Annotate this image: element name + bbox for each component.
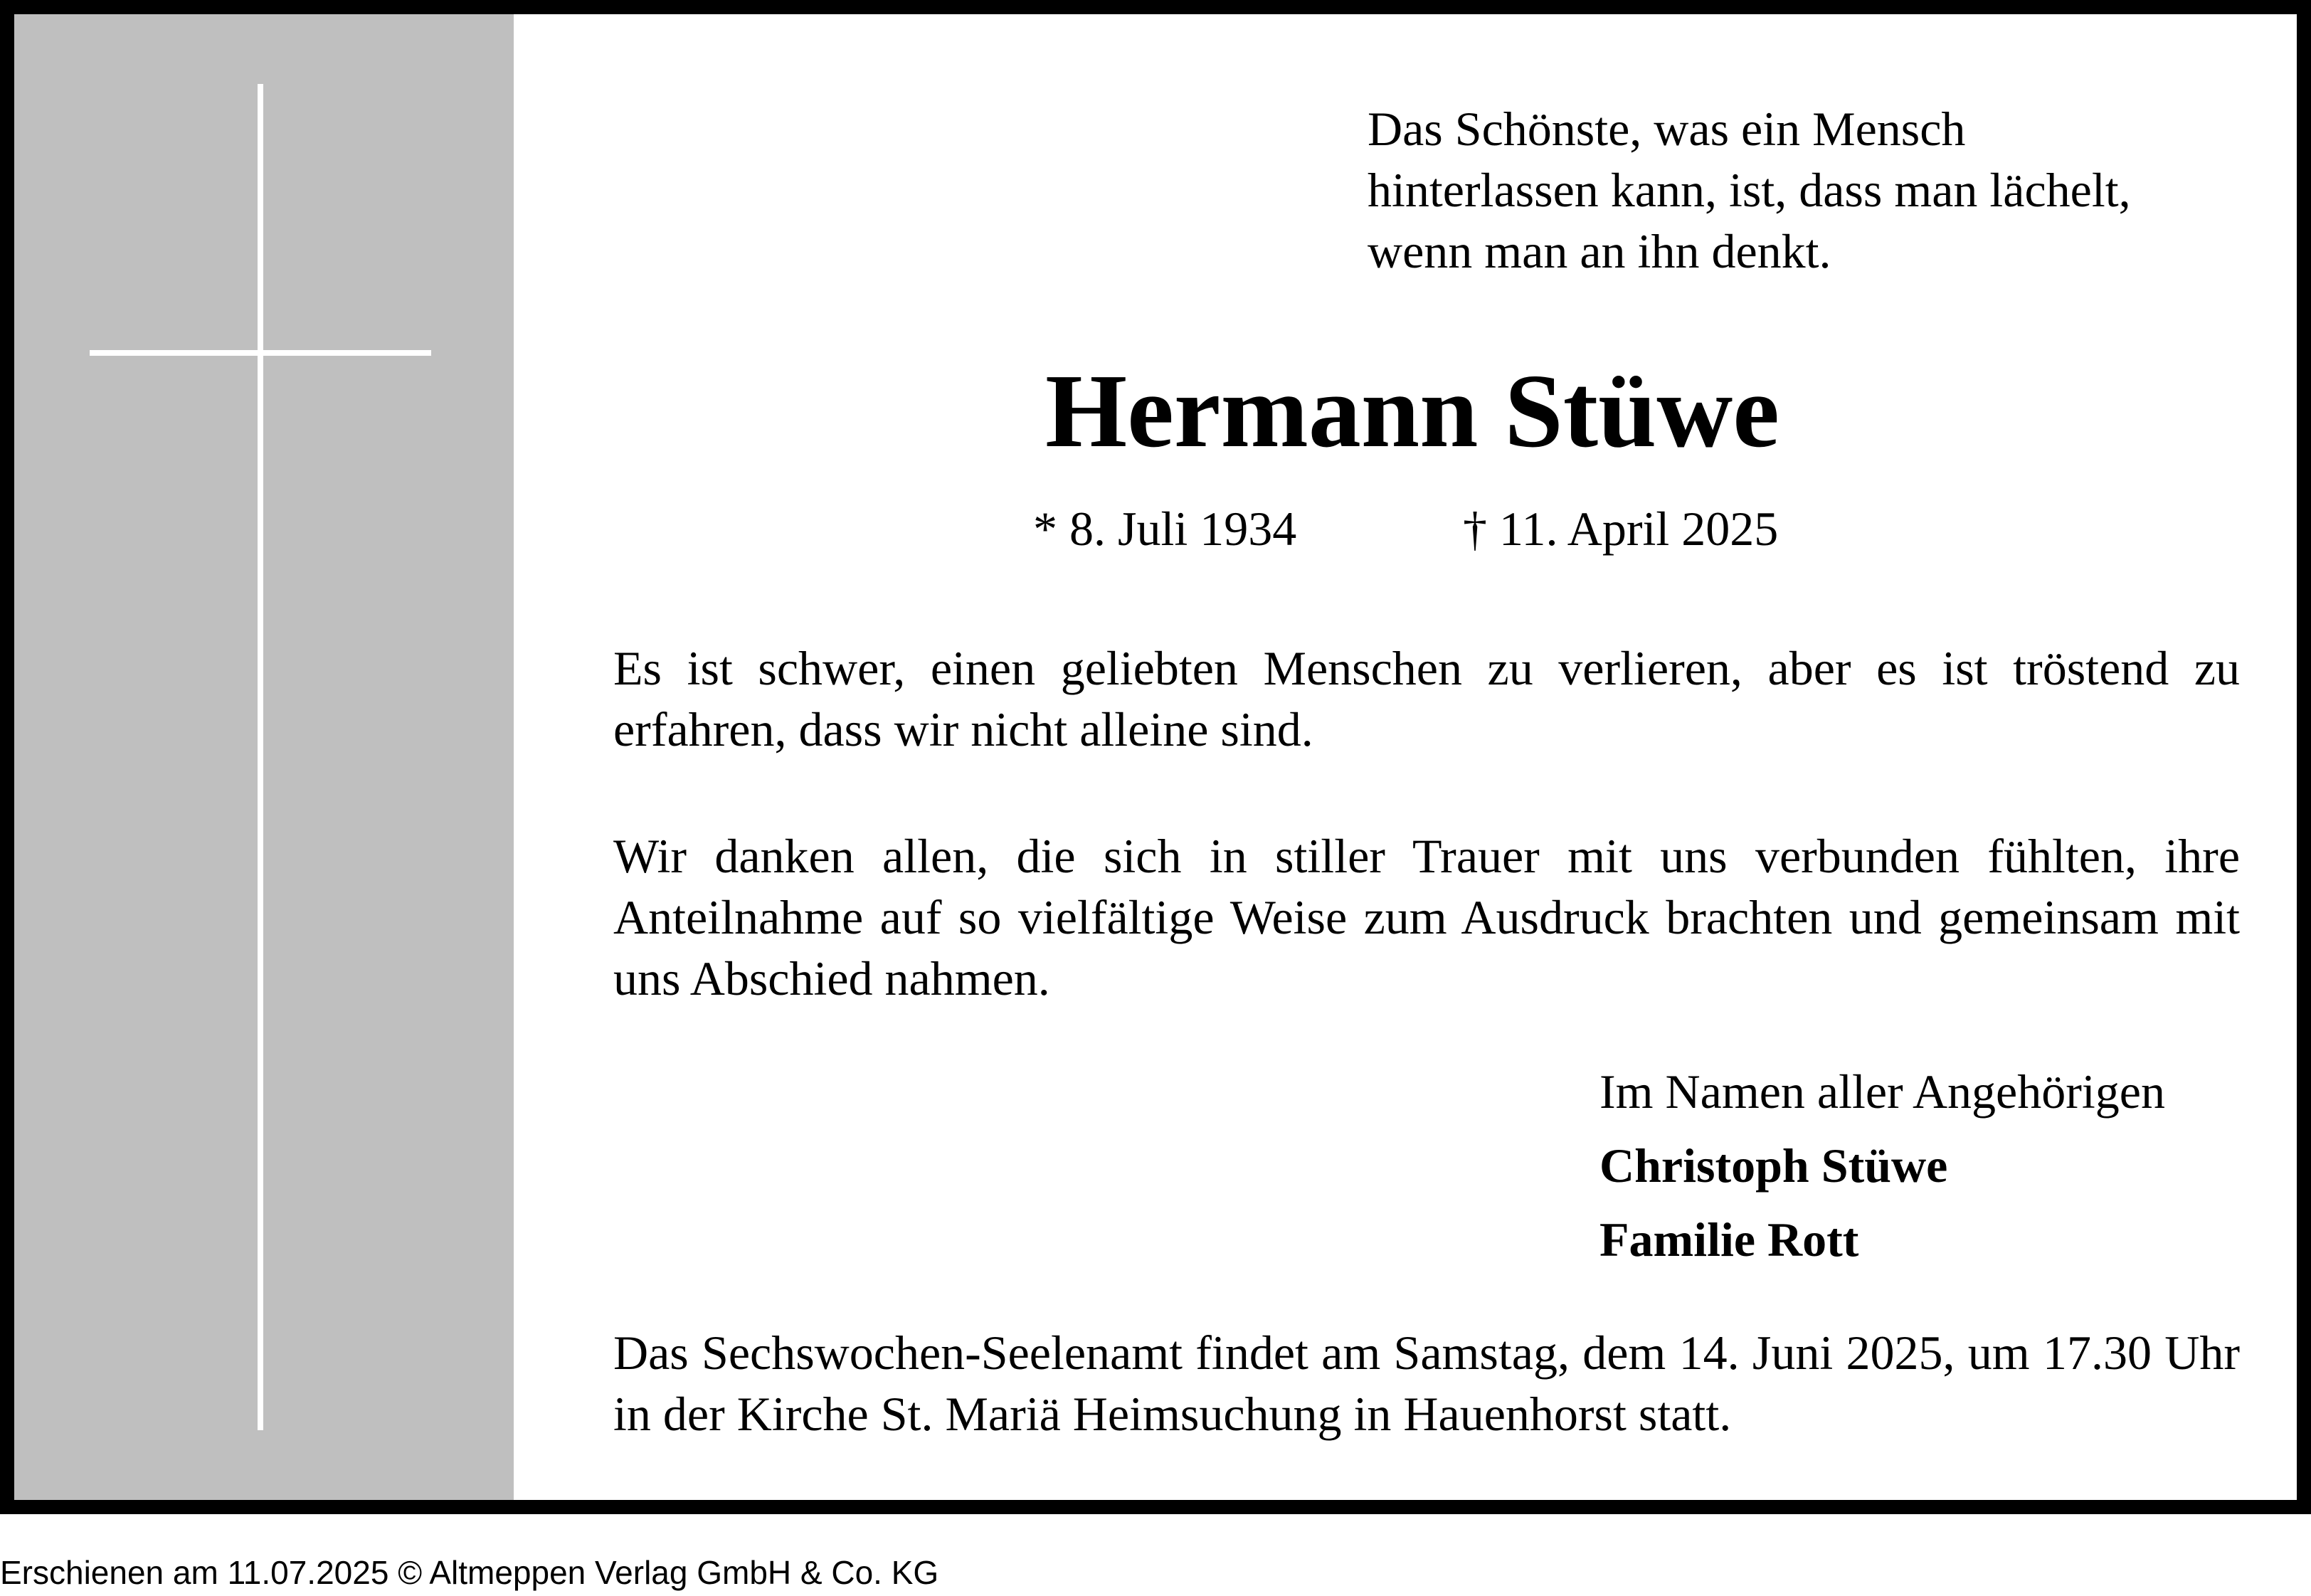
death-date: † 11. April 2025 [1463, 502, 1779, 556]
paragraph-thanks: Wir danken allen, die sich in stiller Trauer mit uns verbunden fühlten, ihre Anteilnahme auf so vielfältige Weise zum Ausdruck brachten und gemeinsam mit uns Abschied nahmen. [613, 829, 2240, 1005]
birth-date: * 8. Juli 1934 [1033, 502, 1297, 556]
cross-icon [258, 84, 263, 1430]
motto-line-2: hinterlassen kann, ist, dass man lächelt, [1368, 163, 2131, 217]
deceased-name: Hermann Stüwe [1045, 353, 1779, 470]
motto-line-3: wenn man an ihn denkt. [1368, 224, 1831, 278]
paragraph-consolation: Es ist schwer, einen geliebten Menschen zu verlieren, aber es ist tröstend zu erfahren, dass wir nicht alleine sind. [613, 641, 2240, 756]
signature-block [1599, 1055, 2275, 1277]
signature-intro: Im Namen aller Angehörigen [1599, 1064, 2165, 1119]
signature-name-1: Christoph Stüwe [1599, 1138, 1948, 1193]
paragraph-service-info: Das Sechswochen-Seelenamt findet am Samstag, dem 14. Juni 2025, um 17.30 Uhr in der Kirche St. Mariä Heimsuchung in Hauenhorst statt. [613, 1326, 2240, 1441]
signature-name-2: Familie Rott [1599, 1212, 1859, 1267]
side-panel [14, 14, 514, 1500]
motto-line-1: Das Schönste, was ein Mensch [1368, 102, 1966, 156]
cross-icon-crossbar [90, 350, 431, 356]
motto-quote [1368, 98, 2264, 282]
publication-footer: Erschienen am 11.07.2025 © Altmeppen Verlag GmbH & Co. KG [0, 1554, 939, 1591]
